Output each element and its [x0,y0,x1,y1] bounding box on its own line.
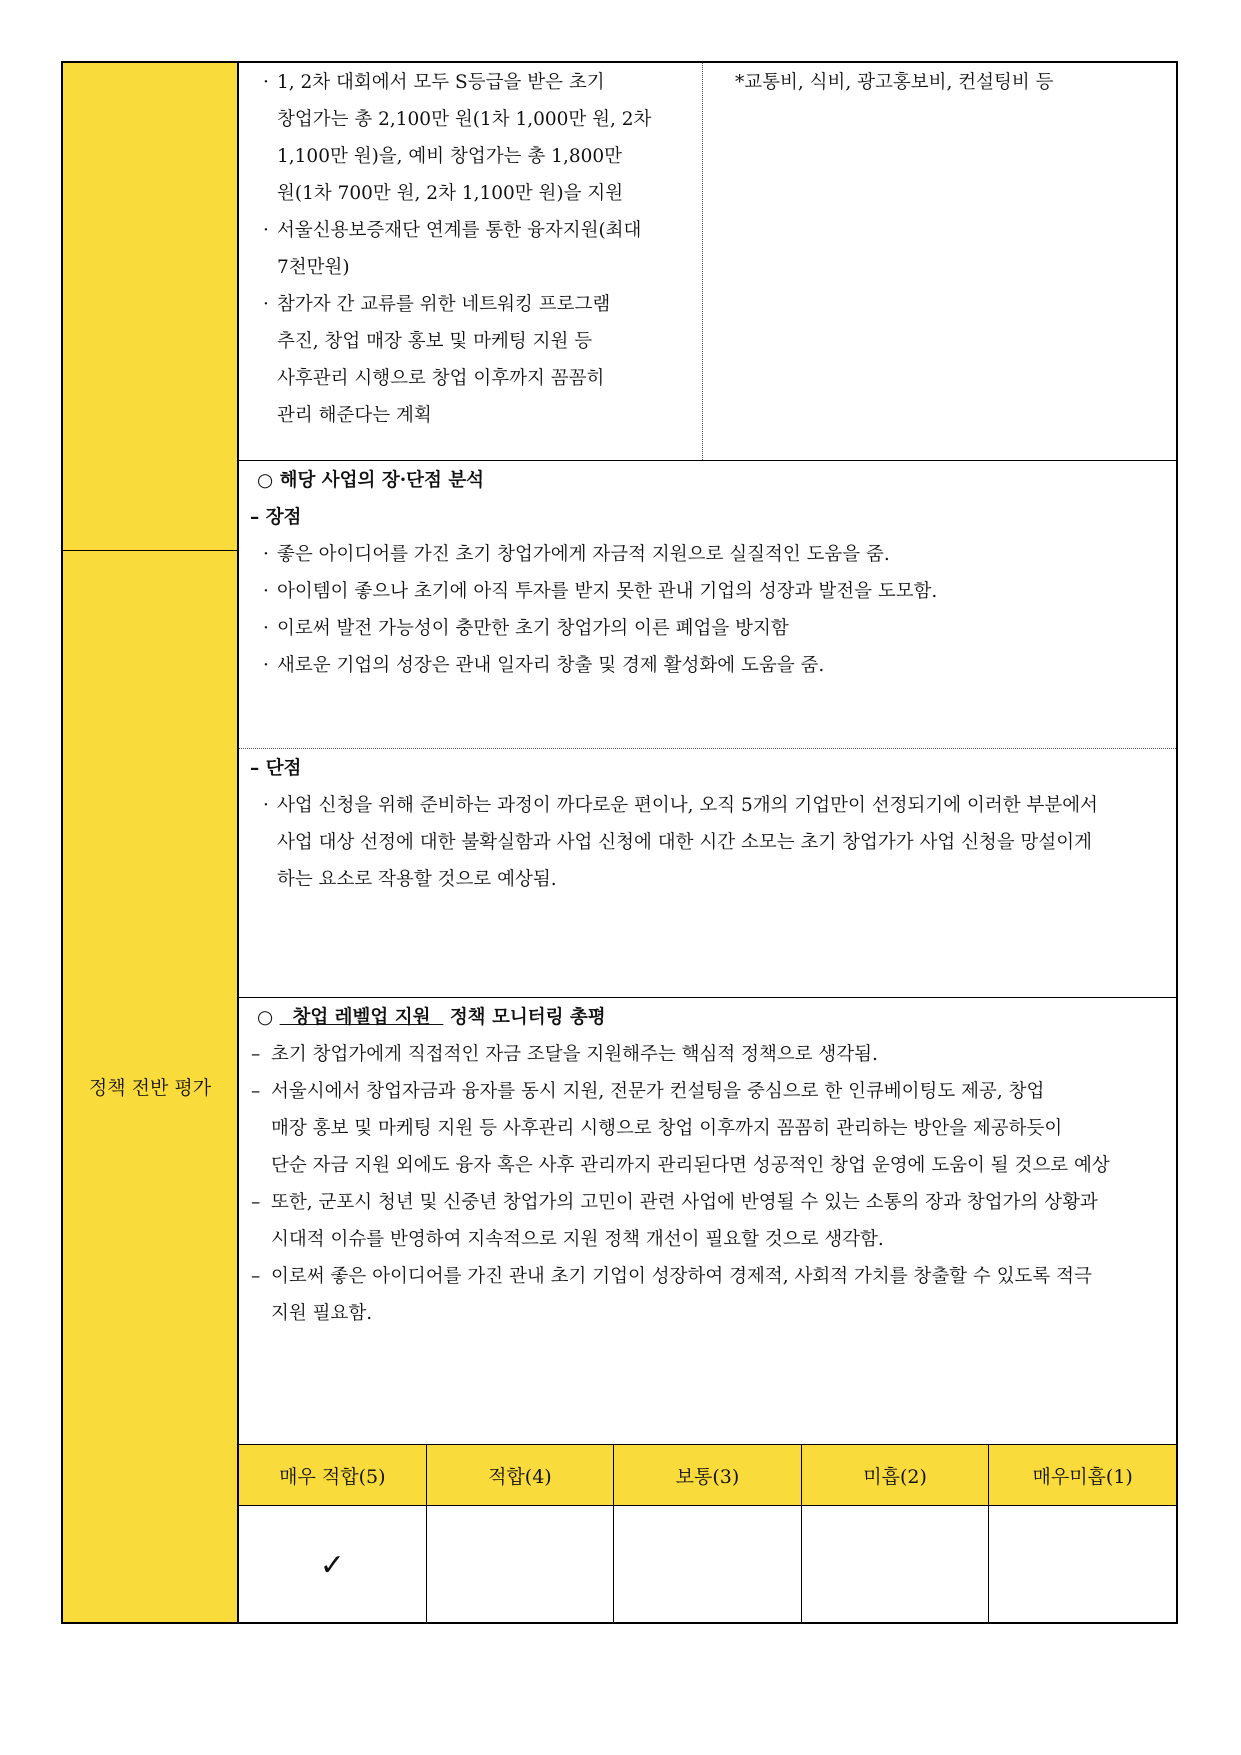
pros-item [239,647,1176,684]
support-bullet-line: 창업가는 총 2,100만 원(1차 1,000만 원, 2차 [277,109,652,130]
dash-marker: – [251,1081,261,1102]
dash-marker: – [251,1266,261,1287]
review-line [239,1258,1164,1295]
support-bullet-line: 추진, 창업 매장 홍보 및 마케팅 지원 등 [277,331,593,352]
bullet-marker: · [263,72,269,93]
support-bullet-line: 1,100만 원)을, 예비 창업가는 총 1,800만 [277,146,623,167]
cons-line [239,787,1164,824]
rating-value-cell[interactable] [427,1506,615,1624]
pros-item-text: 새로운 기업의 성장은 관내 일자리 창출 및 경제 활성화에 도움을 줌. [277,655,825,676]
support-right-cell [703,63,1176,460]
pros-item-text: 이로써 발전 가능성이 충만한 초기 창업가의 이른 폐업을 방지함 [277,618,789,639]
bullet-marker: · [263,294,269,315]
cons-list [239,787,1176,898]
pros-item-text: 아이템이 좋으나 초기에 아직 투자를 받지 못한 관내 기업의 성장과 발전을 도모함. [277,581,938,602]
dash-marker: – [251,1044,261,1065]
cost-note: *교통비, 식비, 광고홍보비, 컨설팅비 등 [735,72,1054,93]
rating-header-cell: 보통(3) [614,1445,802,1505]
cons-label: – 단점 [250,758,302,779]
rating-header-cell: 매우 적합(5) [239,1445,427,1505]
review-line [239,1110,1164,1147]
sidebar-label: 정책 전반 평가 [88,1077,212,1099]
evaluation-form [61,61,1178,1624]
rating-value-cell[interactable] [614,1506,802,1624]
support-bullet-line [239,64,692,101]
review-line-text: 시대적 이슈를 반영하여 지속적으로 지원 정책 개선이 필요할 것으로 생각함. [271,1229,884,1250]
review-list [239,1036,1176,1332]
support-bullet-line [239,212,692,249]
bullet-text: 참가자 간 교류를 위한 네트워킹 프로그램 [277,294,611,315]
pros-list [239,536,1176,684]
bullet-marker: · [263,581,269,602]
sidebar-divider [63,550,237,551]
support-left-cell [239,63,703,460]
rating-value-cell[interactable] [239,1506,427,1624]
bullet-marker: · [263,618,269,639]
cons-line-text: 하는 요소로 작용할 것으로 예상됨. [277,869,557,890]
review-line [239,1221,1164,1258]
cons-line-text: 사업 대상 선정에 대한 불확실함과 사업 신청에 대한 시간 소모는 초기 창업가가 사업 신청을 망설이게 [277,832,1093,853]
pros-item [239,573,1176,610]
pros-label: – 장점 [250,507,302,528]
support-bullet-line: 관리 해준다는 계획 [277,405,432,426]
analysis-title: ○ 해당 사업의 장·단점 분석 [257,470,485,491]
support-bullet-line: 원(1차 700만 원, 2차 1,100만 원)을 지원 [277,183,624,204]
support-bullet-line [239,286,692,323]
bullet-text: 1, 2차 대회에서 모두 S등급을 받은 초기 [277,72,605,93]
rating-value-cell[interactable] [989,1506,1176,1624]
dash-marker: – [251,1192,261,1213]
bullet-marker: · [263,795,269,816]
cons-section [239,750,1176,998]
bullet-marker: · [263,655,269,676]
main-column [239,63,1176,1622]
cons-line-text: 사업 신청을 위해 준비하는 과정이 까다로운 편이나, 오직 5개의 기업만이 선정되기에 이러한 부분에서 [277,795,1098,816]
rating-value-row [239,1506,1176,1624]
review-line-text: 이로써 좋은 아이디어를 가진 관내 초기 기업이 성장하여 경제적, 사회적 가치를 창출할 수 있도록 적극 [271,1266,1092,1287]
review-circle: ○ [257,1007,274,1028]
checkmark-icon: ✓ [319,1547,345,1583]
review-line [239,1184,1164,1221]
pros-section [239,462,1176,749]
review-line [239,1036,1164,1073]
sidebar-column [63,63,239,1622]
rating-value-cell[interactable] [802,1506,990,1624]
review-line-text: 지원 필요함. [271,1303,373,1324]
review-line-text: 초기 창업가에게 직접적인 자금 조달을 지원해주는 핵심적 정책으로 생각됨. [271,1044,878,1065]
review-line [239,1073,1164,1110]
support-detail-section [239,63,1176,461]
rating-table [239,1444,1176,1624]
pros-item-text: 좋은 아이디어를 가진 초기 창업가에게 자금적 지원으로 실질적인 도움을 줌. [277,544,890,565]
review-section [239,999,1176,1444]
review-line-text: 또한, 군포시 청년 및 신중년 창업가의 고민이 관련 사업에 반영될 수 있는 소통의 장과 창업가의 상황과 [271,1192,1098,1213]
support-bullet-line: 7천만원) [277,257,350,278]
support-bullet-list [239,64,702,434]
rating-header-row [239,1444,1176,1506]
review-title-text: 정책 모니터링 총평 [449,1007,606,1028]
bullet-marker: · [263,544,269,565]
rating-header-cell: 미흡(2) [802,1445,990,1505]
rating-header-cell: 매우미흡(1) [1032,1465,1133,1488]
cons-line [239,824,1164,861]
review-line-text: 서울시에서 창업자금과 융자를 동시 지원, 전문가 컨설팅을 중심으로 한 인큐베이팅도 제공, 창업 [271,1081,1045,1102]
pros-item [239,610,1176,647]
policy-name: 창업 레벨업 지원 [279,1007,444,1028]
pros-item [239,536,1176,573]
cons-line [239,861,1164,898]
review-line-text: 단순 자금 지원 외에도 융자 혹은 사후 관리까지 관리된다면 성공적인 창업 운영에 도움이 될 것으로 예상 [271,1155,1110,1176]
review-line [239,1295,1164,1332]
support-bullet-line: 사후관리 시행으로 창업 이후까지 꼼꼼히 [277,368,605,389]
bullet-text: 서울신용보증재단 연계를 통한 융자지원(최대 [277,220,642,241]
bullet-marker: · [263,220,269,241]
review-line [239,1147,1164,1184]
review-line-text: 매장 홍보 및 마케팅 지원 등 사후관리 시행으로 창업 이후까지 꼼꼼히 관리하는 방안을 제공하듯이 [271,1118,1063,1139]
rating-header-cell: 적합(4) [427,1445,615,1505]
review-title [239,999,1176,1036]
